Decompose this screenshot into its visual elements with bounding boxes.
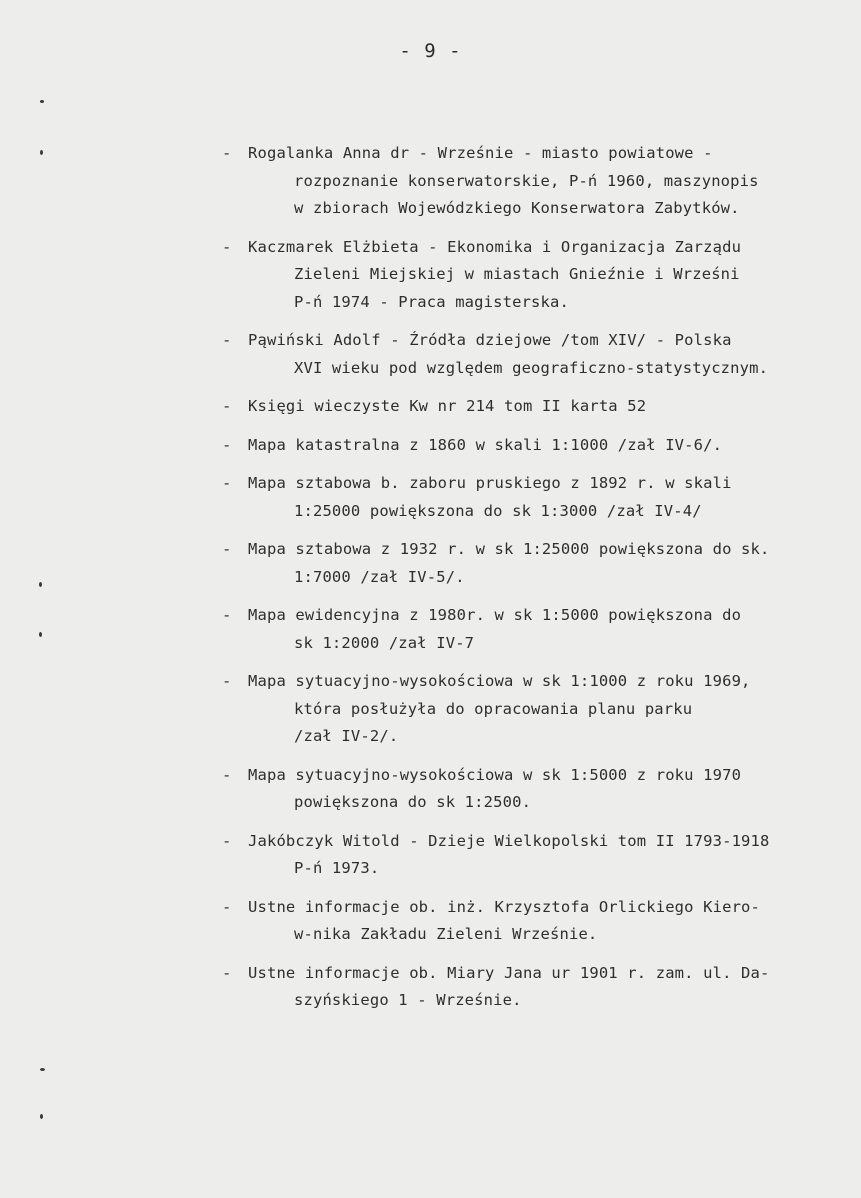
bibliography-entry	[222, 393, 842, 421]
entry-line: Mapa katastralna z 1860 w skali 1:1000 /zał IV-6/.	[248, 435, 723, 454]
margin-mark	[40, 150, 43, 155]
bibliography-list	[222, 140, 842, 1015]
margin-mark	[40, 1068, 45, 1071]
entry-dash: -	[222, 397, 232, 415]
bibliography-entry	[222, 668, 842, 751]
bibliography-entry	[222, 234, 842, 317]
entry-line: P-ń 1974 - Praca magisterska.	[294, 292, 569, 311]
entry-line: /zał IV-2/.	[294, 727, 399, 745]
entry-line: Zieleni Miejskiej w miastach Gnieźnie i Wrześni	[294, 265, 740, 283]
entry-dash: -	[222, 435, 232, 454]
entry-line: rozpoznanie konserwatorskie, P-ń 1960, maszynopis	[294, 171, 759, 190]
entry-line: Mapa ewidencyjna z 1980r. w sk 1:5000 powiększona do	[248, 606, 742, 624]
bibliography-entry	[222, 602, 842, 657]
entry-line: sk 1:2000 /zał IV-7	[294, 633, 475, 652]
entry-line: XVI wieku pod względem geograficzno-statystycznym.	[294, 358, 769, 377]
bibliography-entry	[222, 536, 842, 591]
margin-mark	[40, 1114, 43, 1119]
margin-mark	[39, 632, 42, 637]
bibliography-entry	[222, 432, 842, 460]
entry-dash: -	[222, 474, 232, 492]
entry-line: Mapa sztabowa b. zaboru pruskiego z 1892 r. w skali	[248, 474, 732, 492]
entry-line: 1:25000 powiększona do sk 1:3000 /zał IV-4/	[294, 501, 702, 520]
entry-line: Ustne informacje ob. Miary Jana ur 1901 r. zam. ul. Da-	[248, 963, 770, 982]
entry-line: Jakóbczyk Witold - Dzieje Wielkopolski tom II 1793-1918	[248, 831, 770, 850]
margin-mark	[40, 100, 44, 103]
entry-dash: -	[222, 237, 232, 256]
entry-line: P-ń 1973.	[294, 859, 380, 877]
margin-mark	[39, 582, 42, 587]
entry-dash: -	[222, 963, 232, 982]
entry-line: Ustne informacje ob. inż. Krzysztofa Orlickiego Kiero-	[248, 897, 761, 916]
bibliography-entry	[222, 894, 842, 949]
entry-line: powiększona do sk 1:2500.	[294, 793, 532, 811]
bibliography-entry	[222, 140, 842, 223]
bibliography-entry	[222, 828, 842, 883]
bibliography-entry	[222, 762, 842, 817]
entry-dash: -	[222, 672, 232, 690]
bibliography-entry	[222, 960, 842, 1015]
entry-dash: -	[222, 831, 232, 850]
entry-line: Pąwiński Adolf - Źródła dziejowe /tom XIV/ - Polska	[248, 331, 732, 349]
entry-dash: -	[222, 540, 232, 558]
entry-line: szyńskiego 1 - Wrześnie.	[294, 991, 522, 1009]
entry-line: 1:7000 /zał IV-5/.	[294, 567, 465, 586]
page-number: - 9 -	[399, 40, 462, 62]
entry-line: Rogalanka Anna dr - Wrześnie - miasto powiatowe -	[248, 144, 713, 162]
entry-dash: -	[222, 144, 232, 162]
entry-line: w-nika Zakładu Zieleni Wrześnie.	[294, 925, 598, 943]
bibliography-entry	[222, 327, 842, 382]
entry-line: która posłużyła do opracowania planu parku	[294, 699, 693, 718]
entry-dash: -	[222, 765, 232, 784]
entry-dash: -	[222, 331, 232, 349]
entry-line: Mapa sytuacyjno-wysokościowa w sk 1:5000 z roku 1970	[248, 765, 742, 784]
entry-line: w zbiorach Wojewódzkiego Konserwatora Zabytków.	[294, 199, 740, 217]
entry-dash: -	[222, 897, 232, 916]
entry-line: Mapa sztabowa z 1932 r. w sk 1:25000 powiększona do sk.	[248, 540, 770, 558]
entry-dash: -	[222, 606, 232, 624]
bibliography-entry	[222, 470, 842, 525]
entry-line: Kaczmarek Elżbieta - Ekonomika i Organizacja Zarządu	[248, 237, 742, 256]
entry-line: Mapa sytuacyjno-wysokościowa w sk 1:1000 z roku 1969,	[248, 672, 751, 690]
entry-line: Księgi wieczyste Kw nr 214 tom II karta 52	[248, 397, 647, 415]
